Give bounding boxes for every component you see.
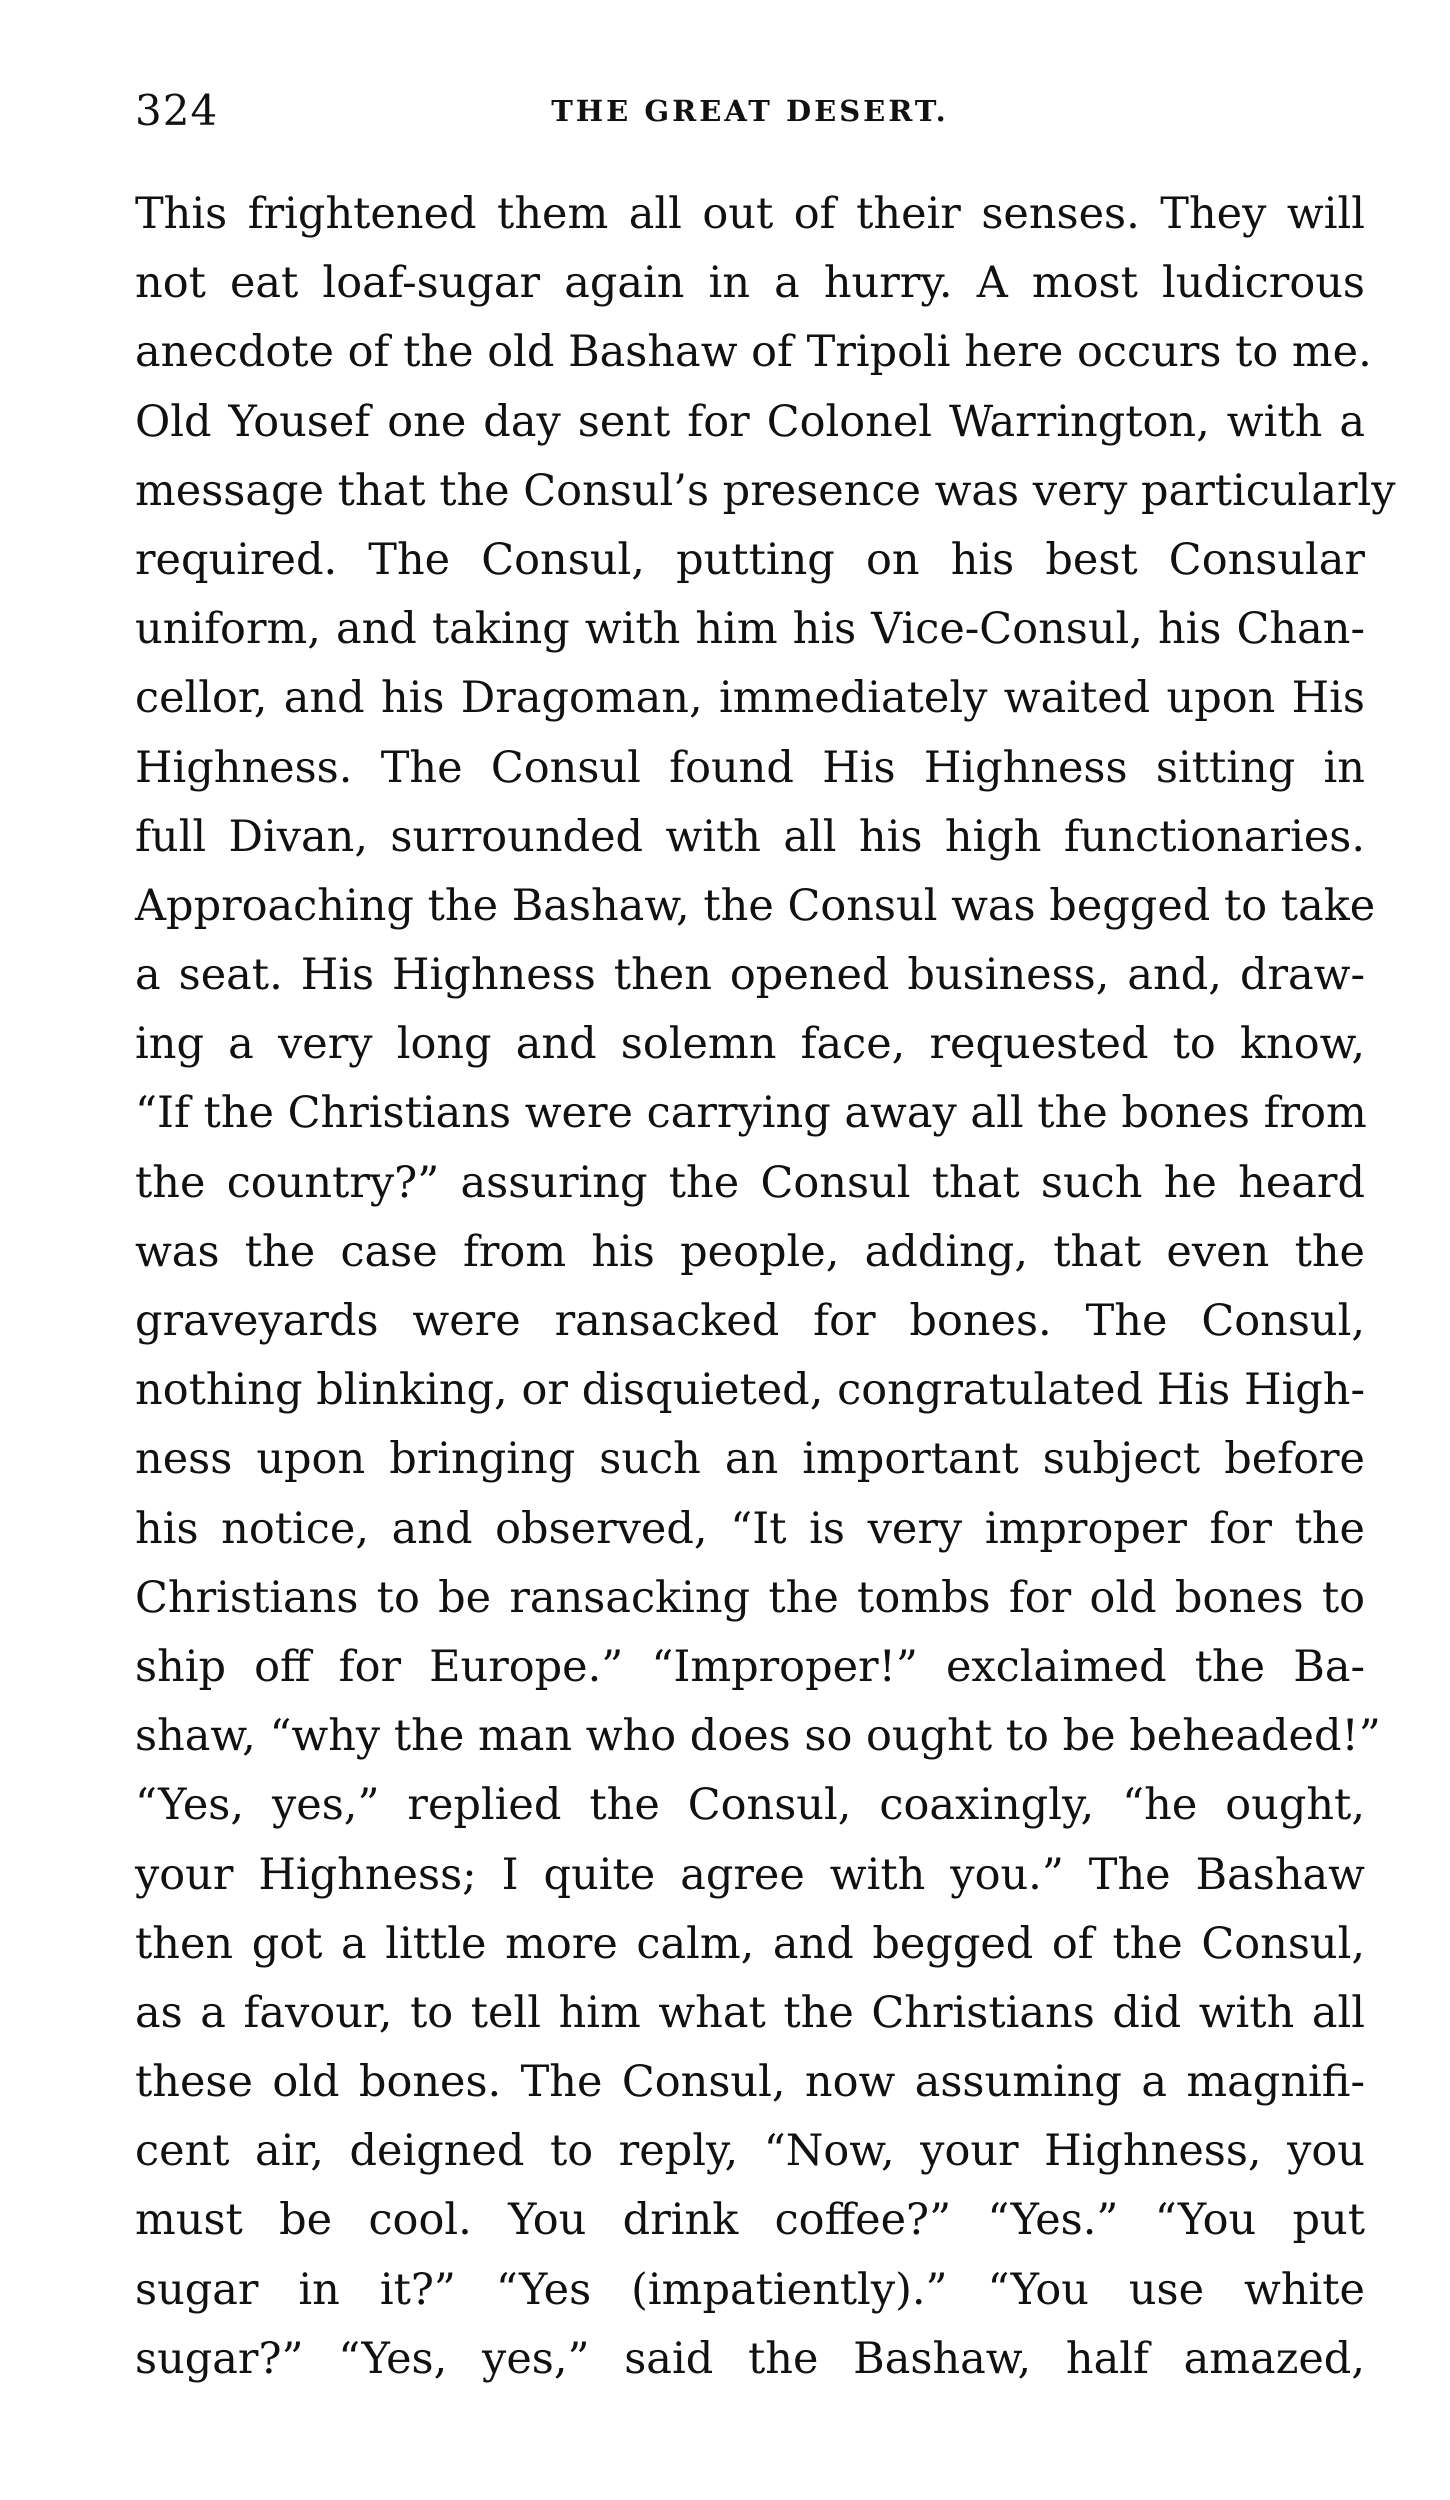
text-line: the country?” assuring the Consul that such he heard bbox=[135, 1157, 1365, 1208]
text-line: nothing blinking, or disquieted, congratulated His High- bbox=[135, 1365, 1365, 1416]
body-text bbox=[135, 180, 1396, 2394]
text-line: sugar in it?” “Yes (impatiently).” “You use white bbox=[135, 2264, 1365, 2315]
text-line: Approaching the Bashaw, the Consul was begged to take bbox=[135, 880, 1376, 931]
running-title: THE GREAT DESERT. bbox=[551, 94, 949, 128]
text-line: message that the Consul’s presence was very particularly bbox=[135, 465, 1396, 516]
text-line: not eat loaf-sugar again in a hurry. A most ludicrous bbox=[135, 258, 1365, 309]
text-line: anecdote of the old Bashaw of Tripoli here occurs to me. bbox=[135, 327, 1372, 378]
text-line: graveyards were ransacked for bones. The Consul, bbox=[135, 1296, 1365, 1346]
page-number: 324 bbox=[135, 86, 219, 135]
text-line: must be cool. You drink coffee?” “Yes.” “You put bbox=[135, 2195, 1365, 2246]
text-line: Christians to be ransacking the tombs for old bones to bbox=[135, 1572, 1365, 1623]
text-line: shaw, “why the man who does so ought to be beheaded!” bbox=[135, 1711, 1381, 1762]
text-line: was the case from his people, adding, that even the bbox=[135, 1226, 1365, 1277]
text-line: Highness. The Consul found His Highness sitting in bbox=[135, 742, 1365, 793]
running-head bbox=[135, 86, 1365, 146]
text-line: these old bones. The Consul, now assuming a magnifi- bbox=[135, 2057, 1365, 2108]
text-line: a seat. His Highness then opened business, and, draw- bbox=[135, 950, 1365, 1001]
text-line: cent air, deigned to reply, “Now, your Highness, you bbox=[135, 2126, 1365, 2177]
text-line: as a favour, to tell him what the Christians did with all bbox=[135, 1987, 1365, 2038]
text-line: uniform, and taking with him his Vice-Consul, his Chan- bbox=[135, 604, 1365, 655]
text-line: “Yes, yes,” replied the Consul, coaxingly, “he ought, bbox=[135, 1780, 1365, 1831]
text-line: required. The Consul, putting on his best Consular bbox=[135, 534, 1365, 585]
text-line: his notice, and observed, “It is very improper for the bbox=[135, 1503, 1365, 1554]
text-line: your Highness; I quite agree with you.” The Bashaw bbox=[135, 1849, 1365, 1900]
text-line: “If the Christians were carrying away all the bones from bbox=[135, 1088, 1367, 1139]
text-line: ing a very long and solemn face, requested to know, bbox=[135, 1019, 1365, 1070]
text-line: sugar?” “Yes, yes,” said the Bashaw, half amazed, bbox=[135, 2333, 1365, 2384]
text-line: cellor, and his Dragoman, immediately waited upon His bbox=[135, 673, 1365, 724]
text-line: Old Yousef one day sent for Colonel Warrington, with a bbox=[135, 396, 1365, 447]
text-line: then got a little more calm, and begged of the Consul, bbox=[135, 1918, 1365, 1969]
text-line: ship off for Europe.” “Improper!” exclaimed the Ba- bbox=[135, 1641, 1365, 1692]
text-line: full Divan, surrounded with all his high functionaries. bbox=[135, 811, 1365, 862]
text-line: ness upon bringing such an important subject before bbox=[135, 1434, 1365, 1485]
text-line: This frightened them all out of their senses. They will bbox=[135, 189, 1365, 239]
